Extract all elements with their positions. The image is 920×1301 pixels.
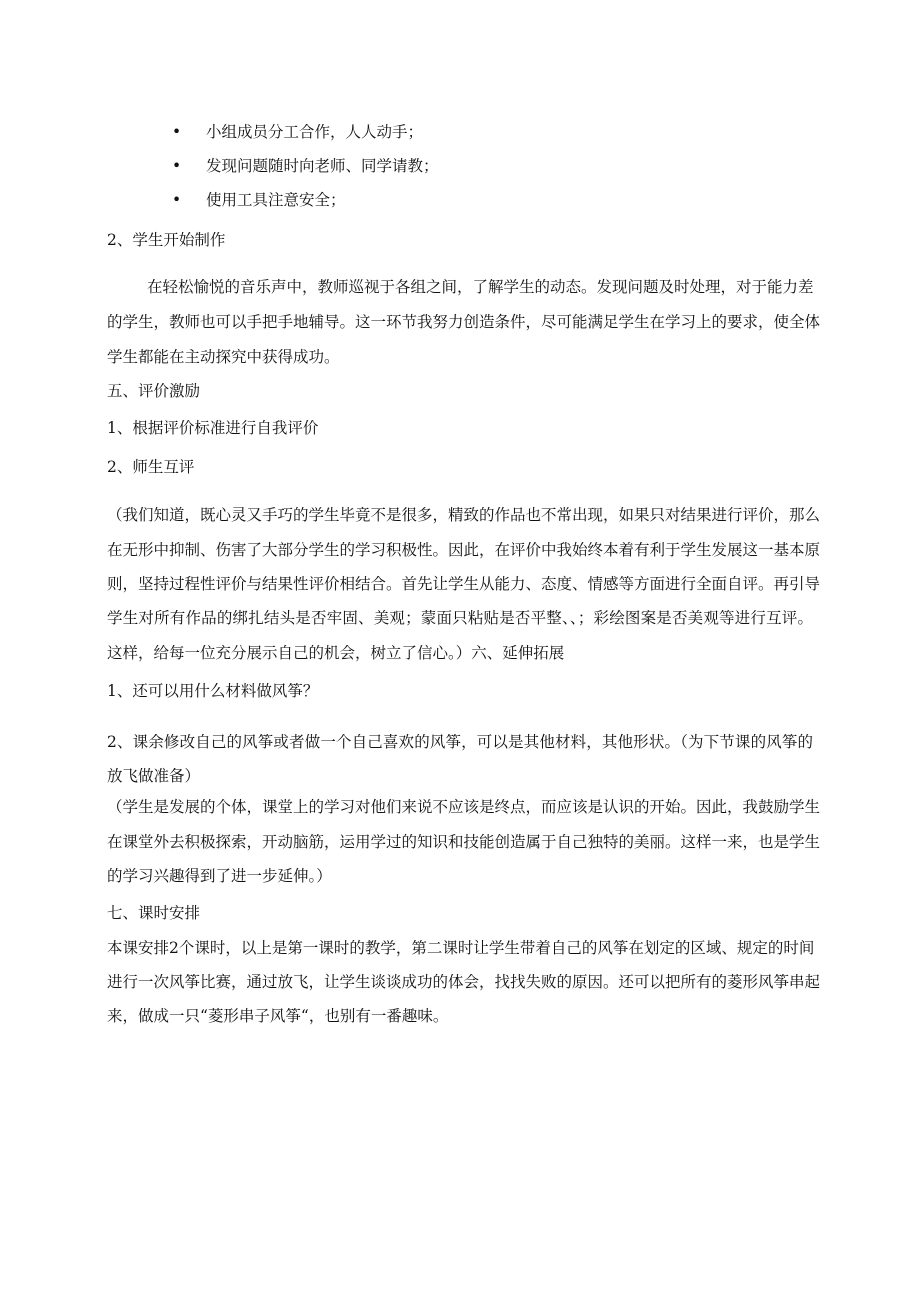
paragraph-line: （我们知道，既心灵又手巧的学生毕竟不是很多，精致的作品也不常出现，如果只对结果进行评价，那么 bbox=[107, 506, 821, 524]
section-heading: 1、根据评价标准进行自我评价 bbox=[107, 419, 319, 437]
bullet-text: 使用工具注意安全； bbox=[206, 191, 346, 209]
bullet-marker: • bbox=[172, 191, 182, 209]
section-heading: 七、课时安排 bbox=[107, 904, 201, 922]
section-heading: 2、学生开始制作 bbox=[107, 231, 226, 249]
paragraph-line: 在轻松愉悦的音乐声中，教师巡视于各组之间，了解学生的动态。发现问题及时处理，对于能力差 bbox=[147, 278, 814, 296]
bullet-text: 小组成员分工合作，人人动手； bbox=[206, 123, 424, 141]
paragraph-line: 本课安排2个课时，以上是第一课时的教学，第二课时让学生带着自己的风筝在划定的区域、规定的时间 bbox=[107, 939, 815, 957]
paragraph-line: 在课堂外去积极探索，开动脑筋，运用学过的知识和技能创造属于自己独特的美丽。这样一来，也是学生 bbox=[107, 833, 821, 851]
section-heading: 2、师生互评 bbox=[107, 458, 195, 476]
bullet-text: 发现问题随时向老师、同学请教； bbox=[206, 157, 439, 175]
paragraph-line: 在无形中抑制、伤害了大部分学生的学习积极性。因此，在评价中我始终本着有利于学生发展这一基本原 bbox=[107, 541, 821, 559]
bullet-marker: • bbox=[172, 123, 182, 141]
paragraph-line: 学生对所有作品的绑扎结头是否牢固、美观；蒙面只粘贴是否平整、、；彩绘图案是否美观等进行互评。 bbox=[107, 609, 813, 627]
paragraph-line: 则，坚持过程性评价与结果性评价相结合。首先让学生从能力、态度、情感等方面进行全面自评。再引导 bbox=[107, 575, 821, 593]
paragraph-line: 这样，给每一位充分展示自己的机会，树立了信心。）六、延伸拓展 bbox=[107, 644, 565, 662]
bullet-marker: • bbox=[172, 157, 182, 175]
section-heading: 五、评价激励 bbox=[107, 382, 201, 400]
paragraph-line: 进行一次风筝比赛，通过放飞，让学生谈谈成功的体会，找找失败的原因。还可以把所有的菱形风筝串起 bbox=[107, 973, 821, 991]
paragraph-line: 来，做成一只“菱形串子风筝“，也别有一番趣味。 bbox=[107, 1007, 449, 1025]
paragraph-line: 学生都能在主动探究中获得成功。 bbox=[107, 348, 340, 366]
paragraph-line: 2、课余修改自己的风筝或者做一个自己喜欢的风筝，可以是其他材料，其他形状。（为下节课的风筝的 bbox=[107, 733, 813, 751]
paragraph-line: 的学生，教师也可以手把手地辅导。这一环节我努力创造条件，尽可能满足学生在学习上的要求，使全体 bbox=[107, 313, 821, 331]
paragraph-line: 的学习兴趣得到了进一步延伸。） bbox=[107, 867, 332, 885]
paragraph-line: 放飞做准备） bbox=[107, 767, 201, 785]
paragraph-line: （学生是发展的个体，课堂上的学习对他们来说不应该是终点，而应该是认识的开始。因此，我鼓励学生 bbox=[107, 798, 821, 816]
section-heading: 1、还可以用什么材料做风筝？ bbox=[107, 682, 319, 700]
